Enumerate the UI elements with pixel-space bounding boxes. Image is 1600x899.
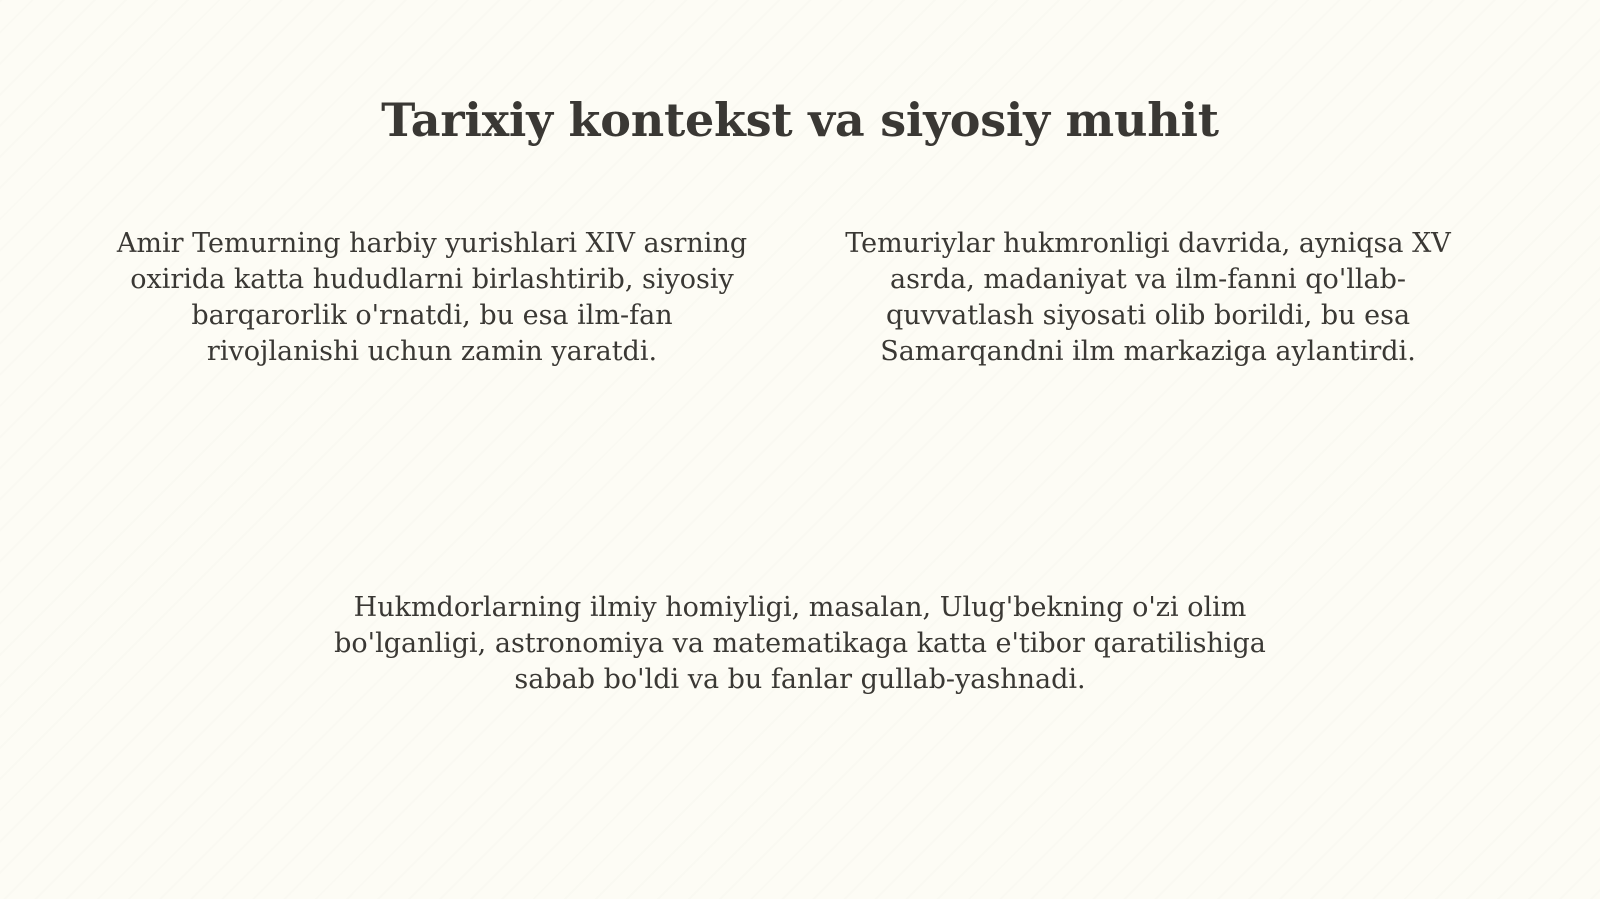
paragraph-political-stability: Amir Temurning harbiy yurishlari XIV asrning oxirida katta hududlarni birlashtirib, siyosiy barqarorlik o'rnatdi, bu esa ilm-fan rivojlanishi uchun zamin yaratdi. <box>116 228 748 367</box>
slide-title: Tarixiy kontekst va siyosiy muhit <box>381 92 1219 147</box>
paragraph-scientific-patronage: Hukmdorlarning ilmiy homiyligi, masalan, Ulug'bekning o'zi olim bo'lganligi, astronomiya va matematikaga katta e'tibor qaratilishiga sabab bo'ldi va bu fanlar gullab-yashnadi. <box>334 592 1266 695</box>
paragraph-timurid-support: Temuriylar hukmronligi davrida, ayniqsa XV asrda, madaniyat va ilm-fanni qo'llab-quvvatlash siyosati olib borildi, bu esa Samarqandni ilm markaziga aylantirdi. <box>845 228 1451 367</box>
